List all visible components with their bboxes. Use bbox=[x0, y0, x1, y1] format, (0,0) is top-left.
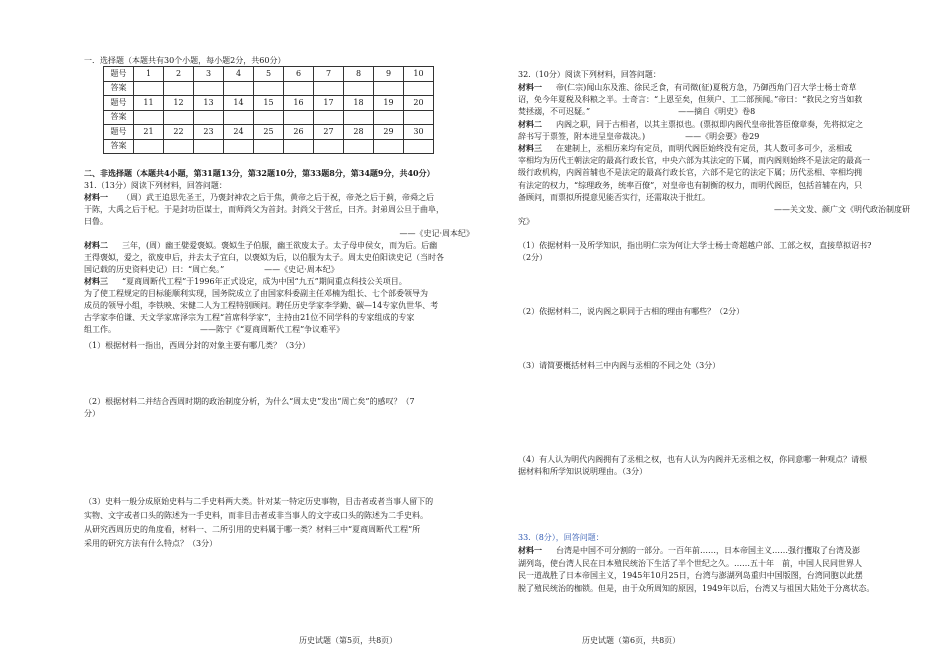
q31-line bbox=[84, 204, 474, 215]
row-label-answer: 答案 bbox=[104, 139, 134, 154]
q31-sub2-line2: 分） bbox=[84, 409, 100, 418]
row-label-number: 题号 bbox=[104, 125, 134, 140]
material-label: 材料二 bbox=[518, 118, 542, 129]
q31-line bbox=[84, 276, 474, 287]
row-label-answer: 答案 bbox=[104, 81, 134, 96]
table-row-answers bbox=[104, 81, 434, 96]
answer-cell[interactable] bbox=[344, 81, 374, 96]
material-label: 材料三 bbox=[84, 276, 108, 286]
line-text: 诏，免今年夏税及科粮之半。士奇言：“上恩至矣，但须户、工二部预闻。”帝曰：“救民之穷当如救 bbox=[518, 95, 863, 105]
q32-line bbox=[518, 216, 910, 227]
line-text: 帝(仁宗)闻山东及淮、徐民乏食，有司徵(征)夏税方急，乃御西角门召大学士杨士奇草 bbox=[556, 83, 857, 92]
q33-line bbox=[518, 583, 910, 594]
answer-cell[interactable] bbox=[164, 139, 194, 154]
question-number-cell: 18 bbox=[344, 96, 374, 111]
table-row-numbers bbox=[104, 96, 434, 111]
line-text: （周）武王追思先圣王，乃褒封神农之后于焦，黄帝之后于祝，帝尧之后于蓟，帝舜之后 bbox=[122, 193, 434, 202]
answer-cell[interactable] bbox=[194, 139, 224, 154]
answer-cell[interactable] bbox=[134, 139, 164, 154]
answer-cell[interactable] bbox=[374, 110, 404, 125]
answer-cell[interactable] bbox=[314, 110, 344, 125]
question-number-cell: 4 bbox=[224, 67, 254, 82]
answer-cell[interactable] bbox=[254, 110, 284, 125]
question-number-cell: 14 bbox=[224, 96, 254, 111]
line-text: ——关文发、颜广文《明代政治制度研 bbox=[774, 205, 910, 214]
table-row-answers bbox=[104, 139, 434, 154]
line-text: ——《史记·周本纪》 bbox=[399, 229, 474, 238]
q32-sub1-line2: （2分） bbox=[518, 253, 548, 262]
answer-cell[interactable] bbox=[284, 139, 314, 154]
answer-cell[interactable] bbox=[194, 81, 224, 96]
answer-cell[interactable] bbox=[194, 110, 224, 125]
q33-line bbox=[518, 558, 910, 569]
line-text: 辞书写于票签，附本进呈皇帝裁决。) ——《明会要》卷29 bbox=[518, 131, 760, 141]
question-number-cell: 13 bbox=[194, 96, 224, 111]
question-number-cell: 24 bbox=[224, 125, 254, 140]
question-number-cell: 1 bbox=[134, 67, 164, 82]
q31-sub3-line: （3）史料一般分成原始史料与二手史料两大类。针对某一特定历史事物，目击者或者当事人留下的 bbox=[84, 497, 434, 506]
q32-line bbox=[518, 204, 910, 215]
question-number-cell: 21 bbox=[134, 125, 164, 140]
question-number-cell: 12 bbox=[164, 96, 194, 111]
q32-line bbox=[518, 180, 910, 191]
q32-heading: 32.（10分）阅读下列材料，回答问题： bbox=[518, 70, 661, 79]
left-page bbox=[84, 0, 474, 658]
q32-sub2: （2）依据材料二，说内阁之职同于古相的理由有哪些？（2分） bbox=[518, 307, 745, 316]
q31-line bbox=[84, 180, 474, 191]
q31-line bbox=[84, 264, 474, 275]
answer-cell[interactable] bbox=[314, 139, 344, 154]
material-label: 材料一 bbox=[84, 192, 108, 202]
page-footer-right: 历史试题（第6页，共8页） bbox=[582, 636, 681, 645]
table-row-answers bbox=[104, 110, 434, 125]
line-text: 湖列岛，使台湾人民在日本殖民统治下生活了半个世纪之久。……五十年 前，中国人民同世界人 bbox=[518, 558, 862, 568]
table-row-numbers bbox=[104, 125, 434, 140]
q31-line bbox=[84, 300, 474, 311]
line-text: “夏商周断代工程”于1996年正式设定，成为中国“九五”期间重点科技公关项目。 bbox=[122, 277, 407, 286]
question-number-cell: 30 bbox=[404, 125, 434, 140]
line-text: 为了使工程规定的目标能顺利实现，国务院成立了由国家科委副主任邓楠为组长、七个部委领导为 bbox=[84, 289, 428, 298]
question-number-cell: 20 bbox=[404, 96, 434, 111]
line-text: 曰鲁。 bbox=[84, 217, 108, 226]
row-label-number: 题号 bbox=[104, 96, 134, 111]
q31-line bbox=[84, 228, 474, 239]
q31-sub3-line: 采用的研究方法有什么特点？（3分） bbox=[84, 539, 218, 548]
material-label: 材料一 bbox=[518, 82, 542, 92]
q31-line bbox=[84, 240, 474, 251]
question-number-cell: 10 bbox=[404, 67, 434, 82]
question-number-cell: 11 bbox=[134, 96, 164, 111]
right-page bbox=[518, 0, 910, 658]
question-number-cell: 29 bbox=[374, 125, 404, 140]
question-number-cell: 8 bbox=[344, 67, 374, 82]
line-text: 31.（13分）阅读下列材料，回答问题： bbox=[84, 181, 227, 190]
q32-line bbox=[518, 155, 910, 166]
line-text: 内阁之职，同于古相者，以其主票拟也。(票拟即内阁代皇帝批答臣僚章奏，先将拟定之 bbox=[556, 119, 864, 129]
q32-sub4-line2: 据材料和所学知识说明理由。（3分） bbox=[518, 467, 648, 476]
question-number-cell: 5 bbox=[254, 67, 284, 82]
answer-cell[interactable] bbox=[224, 81, 254, 96]
question-number-cell: 16 bbox=[284, 96, 314, 111]
line-text: 备顾问，而票拟所提意见能否实行，还需取决于批红。 bbox=[518, 192, 710, 202]
answer-cell[interactable] bbox=[134, 110, 164, 125]
question-number-cell: 2 bbox=[164, 67, 194, 82]
question-number-cell: 19 bbox=[374, 96, 404, 111]
q32-sub1-line1: （1）依据材料一及所学知识，指出明仁宗为何让大学士杨士奇超越户部、工部之权，直接草拟诏书? bbox=[518, 241, 872, 250]
answer-cell[interactable] bbox=[374, 139, 404, 154]
question-number-cell: 3 bbox=[194, 67, 224, 82]
line-text: 级行政机构，内阁首辅也不是法定的最高行政长官，六部不是它的法定下属；历代丞相、宰相均拥 bbox=[518, 168, 862, 178]
row-label-answer: 答案 bbox=[104, 110, 134, 125]
line-text: 古学家李伯谦、天文学家席泽宗为工程“首席科学家”，主持由21位不同学科的专家组成的专家 bbox=[84, 313, 415, 322]
answer-cell[interactable] bbox=[314, 81, 344, 96]
line-text: 成员的领导小组，李铁映、宋健二人为工程特别顾问。聘任历史学家李学勤、碳—14专家仇世华、考 bbox=[84, 301, 439, 310]
line-text: 王得褒姒，爱之，欲废申后，并去太子宜臼，以褒姒为后，以伯服为太子。周太史伯阳读史记（当时各 bbox=[84, 253, 444, 262]
material-label: 材料三 bbox=[518, 143, 542, 153]
question-number-cell: 17 bbox=[314, 96, 344, 111]
line-text: 有法定的权力，“综理政务，统率百僚”，对皇帝也有制衡的权力，而明代阁臣，包括首辅在内，只 bbox=[518, 180, 863, 190]
material-label: 材料二 bbox=[84, 240, 108, 250]
line-text: 民一道战胜了日本帝国主义，1945年10月25日，台湾与澎湖列岛重归中国版图，台湾同胞以此摆 bbox=[518, 571, 863, 580]
question-number-cell: 22 bbox=[164, 125, 194, 140]
line-text: 宰相均为历代王朝法定的最高行政长官，中央六部为其法定的下属，而内阁则始终不是法定的最高一 bbox=[518, 156, 870, 166]
q32-line bbox=[518, 106, 910, 117]
line-text: 组工作。 ——陈宁《“夏商周断代工程”争议难平》 bbox=[84, 325, 345, 334]
q31-line bbox=[84, 324, 474, 335]
answer-table bbox=[103, 66, 434, 154]
table-row-numbers bbox=[104, 67, 434, 82]
question-number-cell: 27 bbox=[314, 125, 344, 140]
q32-line bbox=[518, 94, 910, 105]
answer-cell[interactable] bbox=[374, 81, 404, 96]
answer-cell[interactable] bbox=[254, 139, 284, 154]
answer-cell[interactable] bbox=[344, 110, 374, 125]
q32-sub3: （3）请简要概括材料三中内阁与丞相的不同之处（3分） bbox=[518, 361, 721, 370]
q33-heading: 33.（8分），回答问题： bbox=[518, 533, 604, 542]
line-text: 在建制上，丞相历来均有定员，而明代阁臣始终没有定员，其人数可多可少，丞相或 bbox=[556, 144, 852, 153]
line-text: 台湾是中国不可分割的一部分。一百年前……，日本帝国主义……强行攫取了台湾及澎 bbox=[556, 546, 860, 555]
answer-cell[interactable] bbox=[134, 81, 164, 96]
q31-line bbox=[84, 192, 474, 203]
answer-cell[interactable] bbox=[254, 81, 284, 96]
line-text: 究》 bbox=[518, 217, 534, 227]
material-label: 材料一 bbox=[518, 545, 542, 555]
question-number-cell: 7 bbox=[314, 67, 344, 82]
answer-cell[interactable] bbox=[404, 139, 434, 154]
line-text: 脱了殖民统治的枷锁。但是，由于众所周知的原因，1949年以后，台湾又与祖国大陆处于分离状态。 bbox=[518, 583, 875, 593]
answer-cell[interactable] bbox=[164, 81, 194, 96]
answer-cell[interactable] bbox=[284, 110, 314, 125]
question-number-cell: 9 bbox=[374, 67, 404, 82]
q32-sub4-line1: （4）有人认为明代内阁拥有了丞相之权，也有人认为内阁并无丞相之权，你同意哪一种观点？请根 bbox=[518, 455, 868, 464]
q32-line bbox=[518, 119, 910, 130]
section1-title: 一．选择题（本题共有30个小题，每小题2分，共60分） bbox=[84, 56, 286, 65]
q31-sub3-line: 实物、文字或者口头的陈述为一手史料，而非目击者或非当事人的文字或口头的陈述为二手史料。 bbox=[84, 511, 428, 520]
question-number-cell: 25 bbox=[254, 125, 284, 140]
question-number-cell: 26 bbox=[284, 125, 314, 140]
answer-cell[interactable] bbox=[164, 110, 194, 125]
q31-sub1: （1）根据材料一指出，西周分封的对象主要有哪几类？（3分） bbox=[84, 341, 311, 350]
line-text: 于陈，大禹之后于杞。于是封功臣谋士，而师尚父为首封。封尚父于营丘，曰齐。封弟周公旦于曲阜， bbox=[84, 205, 444, 214]
answer-cell[interactable] bbox=[224, 110, 254, 125]
line-text: 国记载的历史资料史记）曰：“周亡矣。” ——《史记·周本纪》 bbox=[84, 265, 339, 274]
q32-line bbox=[518, 82, 910, 93]
q32-line bbox=[518, 167, 910, 178]
q31-line bbox=[84, 216, 474, 227]
q31-line bbox=[84, 288, 474, 299]
section2-title: 二、非选择题（本题共4小题，第31题13分，第32题10分，第33题8分，第34题9分，共40分） bbox=[84, 168, 435, 178]
page-footer-left: 历史试题（第5页，共8页） bbox=[299, 636, 398, 645]
q31-line bbox=[84, 312, 474, 323]
q31-line bbox=[84, 252, 474, 263]
question-number-cell: 23 bbox=[194, 125, 224, 140]
q32-line bbox=[518, 192, 910, 203]
answer-cell[interactable] bbox=[344, 139, 374, 154]
q31-sub3-line: 从研究西周历史的角度看，材料一、二所引用的史料属于哪一类？材料三中“夏商周断代工程”所 bbox=[84, 525, 421, 534]
line-text: 焚拯溺，不可迟疑。” ——摘自《明史》卷8 bbox=[518, 107, 756, 117]
answer-cell[interactable] bbox=[404, 81, 434, 96]
question-number-cell: 6 bbox=[284, 67, 314, 82]
answer-cell[interactable] bbox=[404, 110, 434, 125]
line-text: 三年，(周）幽王嬖爱褒姒。褒姒生子伯服，幽王欲废太子。太子母申侯女，而为后。后幽 bbox=[122, 241, 438, 250]
question-number-cell: 28 bbox=[344, 125, 374, 140]
row-label-number: 题号 bbox=[104, 67, 134, 82]
answer-cell[interactable] bbox=[224, 139, 254, 154]
question-number-cell: 15 bbox=[254, 96, 284, 111]
q33-line bbox=[518, 545, 910, 556]
q31-sub2-line1: （2）根据材料二并结合西周时期的政治制度分析，为什么“周太史”发出“周亡矣”的感叹？（7 bbox=[84, 397, 415, 406]
q33-line bbox=[518, 570, 910, 581]
q32-line bbox=[518, 143, 910, 154]
answer-cell[interactable] bbox=[284, 81, 314, 96]
q32-line bbox=[518, 131, 910, 142]
